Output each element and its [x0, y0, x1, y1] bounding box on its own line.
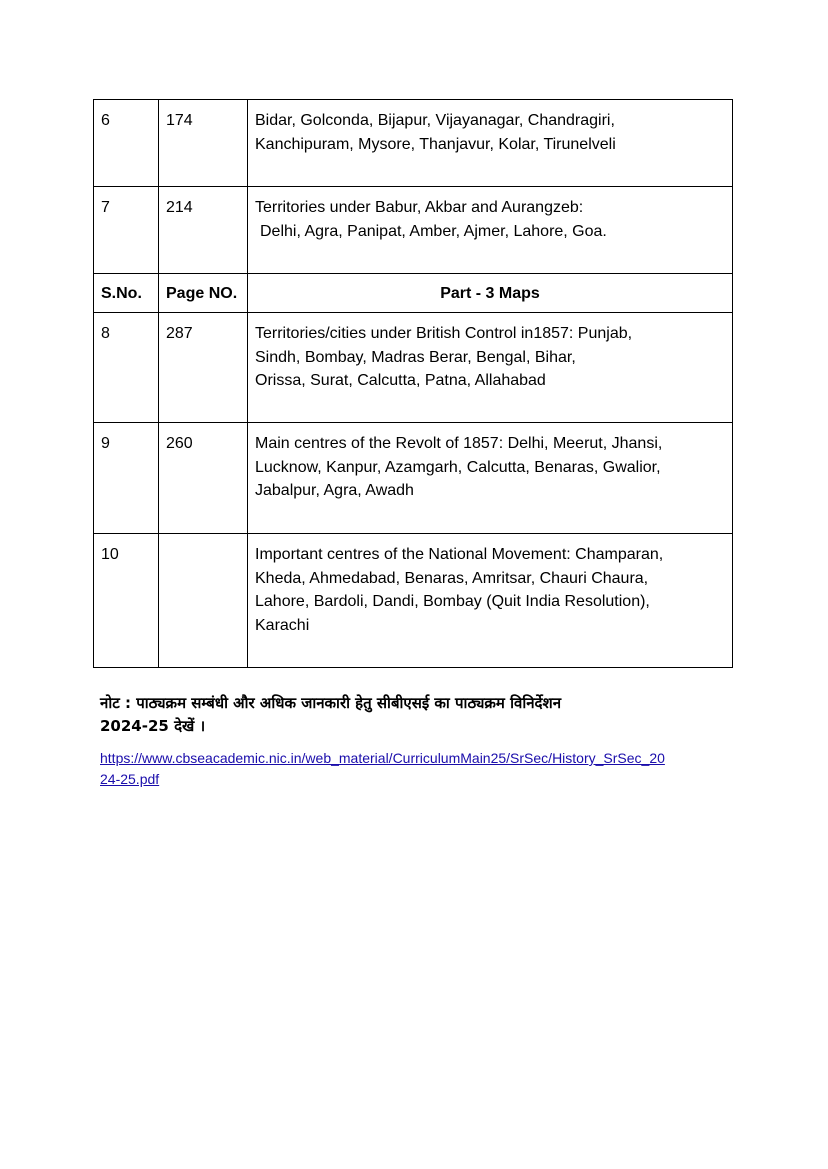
sno-cell: 9: [94, 423, 159, 534]
curriculum-link[interactable]: [100, 748, 740, 790]
page-cell: [159, 534, 248, 668]
description-line: Delhi, Agra, Panipat, Amber, Ajmer, Lahore, Goa.: [260, 222, 607, 240]
sno-cell: 6: [94, 100, 159, 187]
syllabus-note: [100, 692, 740, 738]
page-header: Page NO.: [159, 274, 248, 313]
page-cell: 287: [159, 313, 248, 423]
maps-table: [93, 99, 733, 668]
sno-cell: 8: [94, 313, 159, 423]
table-row: [94, 534, 733, 668]
page-cell: 260: [159, 423, 248, 534]
sno-cell: 7: [94, 187, 159, 274]
description-line: Kheda, Ahmedabad, Benaras, Amritsar, Chauri Chaura,: [255, 569, 649, 587]
table-row: [94, 313, 733, 423]
sno-header: S.No.: [94, 274, 159, 313]
description-line: Bidar, Golconda, Bijapur, Vijayanagar, Chandragiri,: [255, 112, 615, 129]
table-header-row: [94, 274, 733, 313]
description-line: Lahore, Bardoli, Dandi, Bombay (Quit India Resolution),: [255, 593, 650, 610]
description-line: Jabalpur, Agra, Awadh: [255, 482, 414, 499]
description-line: Karachi: [255, 616, 310, 634]
link-line[interactable]: 24-25.pdf: [100, 771, 160, 787]
description-line: Kanchipuram, Mysore, Thanjavur, Kolar, Tirunelveli: [255, 135, 616, 153]
description-line: Orissa, Surat, Calcutta, Patna, Allahabad: [255, 372, 546, 389]
description-cell: [248, 313, 733, 423]
description-cell: [248, 534, 733, 668]
description-line: Territories/cities under British Control in1857: Punjab,: [255, 325, 633, 342]
description-line: Important centres of the National Movement: Champaran,: [255, 546, 664, 563]
description-cell: [248, 100, 733, 187]
description-line: Sindh, Bombay, Madras Berar, Bengal, Bihar,: [255, 348, 576, 366]
description-cell: [248, 423, 733, 534]
table-row: [94, 423, 733, 534]
page-cell: 174: [159, 100, 248, 187]
sno-cell: 10: [94, 534, 159, 668]
description-line: Main centres of the Revolt of 1857: Delhi, Meerut, Jhansi,: [255, 435, 663, 452]
description-line: Lucknow, Kanpur, Azamgarh, Calcutta, Benaras, Gwalior,: [255, 458, 661, 476]
part-title-header: Part - 3 Maps: [248, 274, 733, 313]
page-cell: 214: [159, 187, 248, 274]
table-row: [94, 187, 733, 274]
link-line[interactable]: https://www.cbseacademic.nic.in/web_material/CurriculumMain25/SrSec/History_SrSec_20: [100, 750, 665, 766]
description-line: Territories under Babur, Akbar and Aurangzeb:: [255, 199, 584, 216]
note-line: नोट : पाठ्यक्रम सम्बंधी और अधिक जानकारी हेतु सीबीएसई का पाठ्यक्रम विनिर्देशन: [100, 694, 562, 712]
note-line: 2024-25 देखें ।: [100, 717, 206, 735]
description-cell: [248, 187, 733, 274]
table-row: [94, 100, 733, 187]
